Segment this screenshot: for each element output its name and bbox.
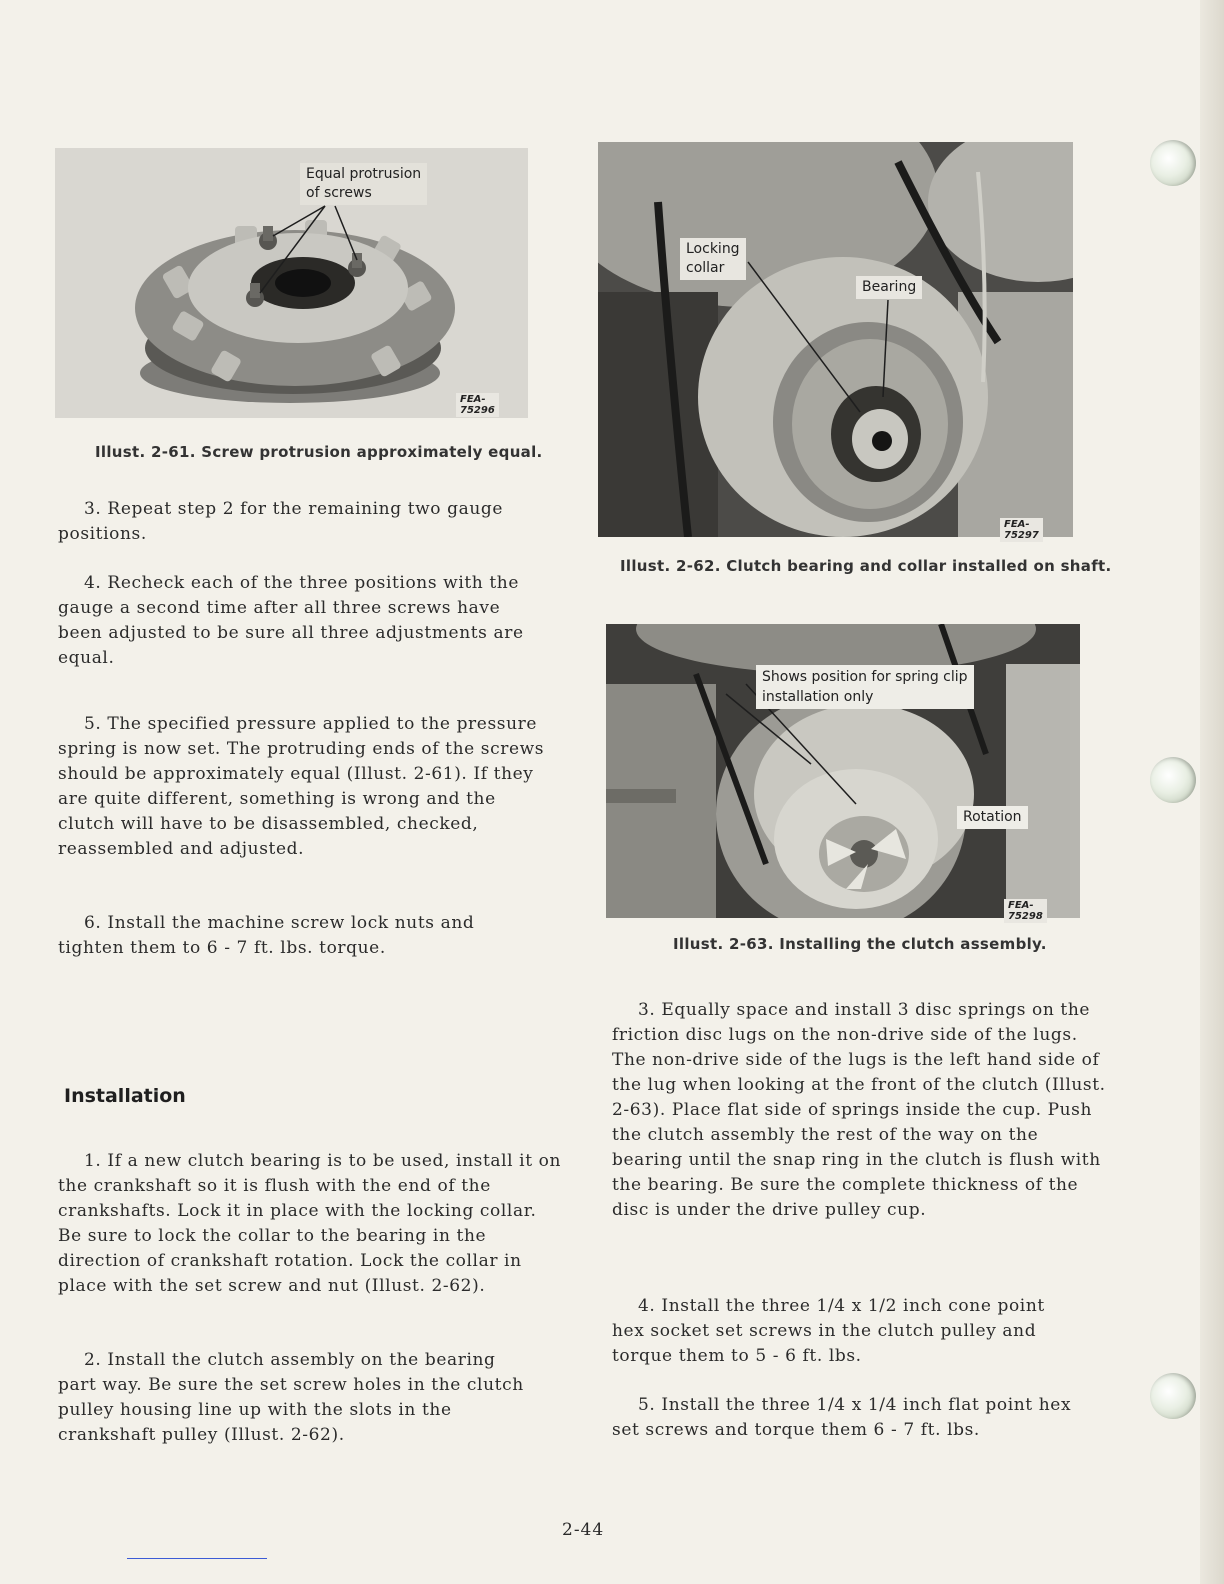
figure-caption: Illust. 2-61. Screw protrusion approximately equal. bbox=[95, 443, 543, 461]
binder-hole-top bbox=[1150, 140, 1196, 186]
label-locking-collar: Locking collar bbox=[680, 238, 746, 280]
scan-artifact-line bbox=[127, 1558, 267, 1559]
label-spring-clip-position: Shows position for spring clip installation only bbox=[756, 665, 974, 709]
step-6-lock-nuts: 6. Install the machine screw lock nuts and tighten them to 6 - 7 ft. lbs. torque. bbox=[58, 913, 475, 958]
step-4-recheck: 4. Recheck each of the three positions with the gauge a second time after all three screws have been adjusted to be sure all three adjustments are equal. bbox=[58, 573, 524, 668]
figure-code: FEA-75296 bbox=[456, 393, 499, 417]
install-step-2: 2. Install the clutch assembly on the bearing part way. Be sure the set screw holes in the clutch pulley housing line up with the slots in the crankshaft pulley (Illust. 2-62). bbox=[58, 1350, 524, 1445]
figure-caption: Illust. 2-63. Installing the clutch assembly. bbox=[673, 935, 1047, 953]
install-step-5: 5. Install the three 1/4 x 1/4 inch flat point hex set screws and torque them 6 - 7 ft. lbs. bbox=[612, 1395, 1072, 1440]
step-3-repeat: 3. Repeat step 2 for the remaining two gauge positions. bbox=[58, 499, 504, 544]
install-step-1: 1. If a new clutch bearing is to be used, install it on the crankshaft so it is flush with the end of the crankshafts. Lock it in place with the locking collar. Be sure to lock the collar to the bearing in the direction of crankshaft rotation. Lock the collar in place with the set screw and nut (Illust. 2-62). bbox=[58, 1151, 562, 1296]
binder-hole-bottom bbox=[1150, 1373, 1196, 1419]
figure-code: FEA-75298 bbox=[1004, 899, 1047, 923]
label-rotation: Rotation bbox=[957, 806, 1028, 829]
page-number: 2-44 bbox=[562, 1520, 605, 1540]
clutch-screws-photo bbox=[55, 148, 528, 418]
clutch-bearing-photo bbox=[598, 142, 1073, 537]
label-bearing: Bearing bbox=[856, 276, 922, 299]
binder-hole-middle bbox=[1150, 757, 1196, 803]
figure-caption: Illust. 2-62. Clutch bearing and collar installed on shaft. bbox=[620, 557, 1112, 575]
step-5-pressure: 5. The specified pressure applied to the pressure spring is now set. The protruding ends of the screws should be approximately equal (Illust. 2-61). If they are quite different, something is wrong and the clutch will have to be disassembled, checked, reassembled and adjusted. bbox=[58, 714, 545, 859]
install-step-4: 4. Install the three 1/4 x 1/2 inch cone point hex socket set screws in the clutch pulley and torque them to 5 - 6 ft. lbs. bbox=[612, 1296, 1045, 1366]
figure-code: FEA-75297 bbox=[1000, 518, 1043, 542]
page-edge bbox=[1200, 0, 1224, 1584]
install-step-3: 3. Equally space and install 3 disc springs on the friction disc lugs on the non-drive side of the lugs. The non-drive side of the lugs is the left hand side of the lug when looking at the front of the clutch (Illust. 2-63). Place flat side of springs inside the cup. Push the clutch assembly the rest of the way on the bearing until the snap ring in the clutch is flush with the bearing. Be sure the complete thickness of the disc is under the drive pulley cup. bbox=[612, 1000, 1106, 1220]
section-heading-installation: Installation bbox=[64, 1085, 186, 1107]
label-equal-protrusion: Equal protrusion of screws bbox=[300, 163, 427, 205]
